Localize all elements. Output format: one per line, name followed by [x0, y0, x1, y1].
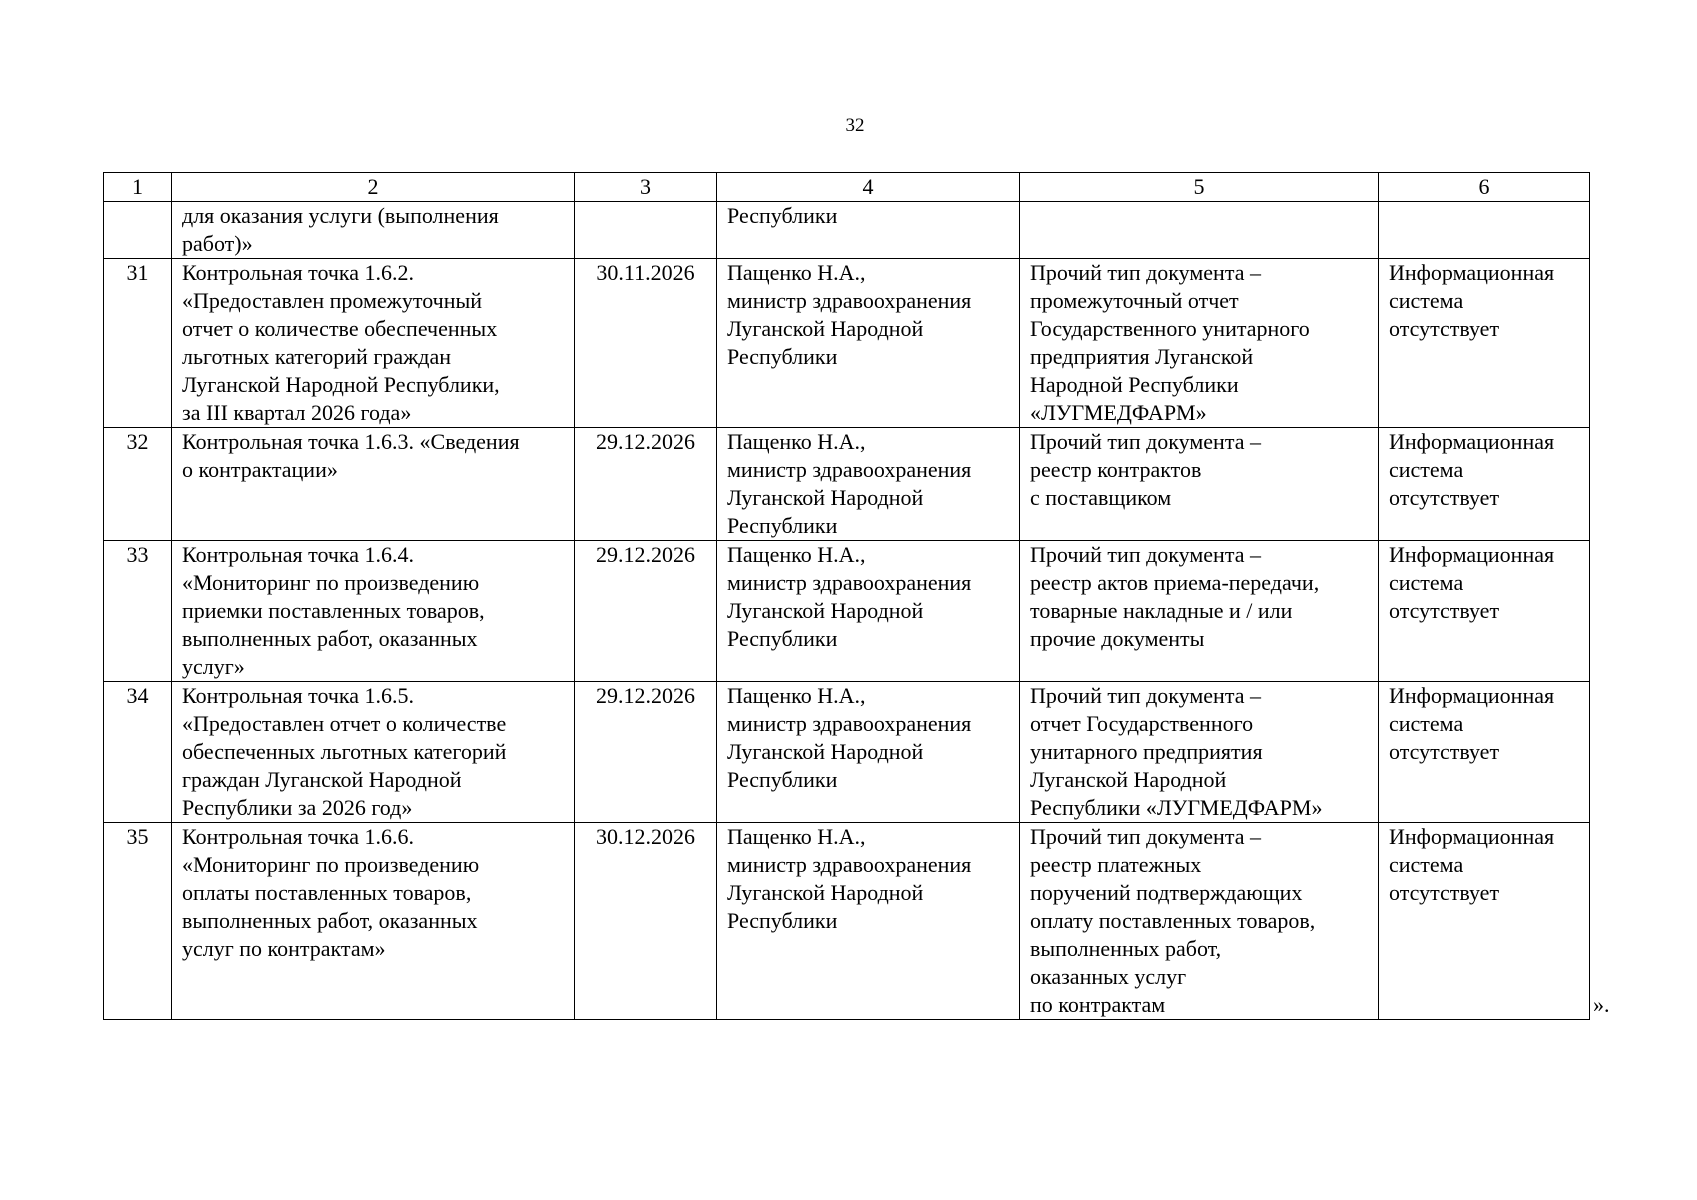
row-responsible: Пащенко Н.А., министр здравоохранения Луганской Народной Республики: [717, 823, 1020, 1020]
table-row: [104, 682, 1590, 823]
row-document: Прочий тип документа – отчет Государственного унитарного предприятия Луганской Народной Республики «ЛУГМЕДФАРМ»: [1020, 682, 1379, 823]
row-date: 29.12.2026: [575, 428, 717, 541]
row-number: 33: [104, 541, 172, 682]
row-document: Прочий тип документа – реестр актов приема-передачи, товарные накладные и / или прочие документы: [1020, 541, 1379, 682]
row-number: [104, 202, 172, 259]
row-name: Контрольная точка 1.6.6. «Мониторинг по произведению оплаты поставленных товаров, выполненных работ, оказанных услуг по контрактам»: [172, 823, 575, 1020]
row-responsible: Пащенко Н.А., министр здравоохранения Луганской Народной Республики: [717, 259, 1020, 428]
row-system: Информационная система отсутствует: [1379, 428, 1590, 541]
table-row: [104, 259, 1590, 428]
column-header: 5: [1020, 173, 1379, 202]
column-header: 6: [1379, 173, 1590, 202]
row-name: для оказания услуги (выполнения работ)»: [172, 202, 575, 259]
row-system: Информационная система отсутствует: [1379, 682, 1590, 823]
row-document: [1020, 202, 1379, 259]
closing-quote-mark: ».: [1593, 992, 1610, 1017]
row-document: Прочий тип документа – промежуточный отчет Государственного унитарного предприятия Луганской Народной Республики «ЛУГМЕДФАРМ»: [1020, 259, 1379, 428]
row-document: Прочий тип документа – реестр контрактов с поставщиком: [1020, 428, 1379, 541]
row-system: Информационная система отсутствует: [1379, 823, 1590, 1020]
row-responsible: Пащенко Н.А., министр здравоохранения Луганской Народной Республики: [717, 541, 1020, 682]
row-system: Информационная система отсутствует: [1379, 259, 1590, 428]
row-system: [1379, 202, 1590, 259]
row-name: Контрольная точка 1.6.3. «Сведения о контрактации»: [172, 428, 575, 541]
row-document: Прочий тип документа – реестр платежных поручений подтверждающих оплату поставленных товаров, выполненных работ, оказанных услуг по контрактам: [1020, 823, 1379, 1020]
column-header: 1: [104, 173, 172, 202]
column-header: 3: [575, 173, 717, 202]
table-row: [104, 428, 1590, 541]
row-name: Контрольная точка 1.6.2. «Предоставлен промежуточный отчет о количестве обеспеченных льготных категорий граждан Луганской Народной Республики, за III квартал 2026 года»: [172, 259, 575, 428]
column-header: 4: [717, 173, 1020, 202]
row-number: 32: [104, 428, 172, 541]
row-number: 31: [104, 259, 172, 428]
row-date: 30.12.2026: [575, 823, 717, 1020]
row-number: 35: [104, 823, 172, 1020]
table-row-continuation: [104, 202, 1590, 259]
column-header: 2: [172, 173, 575, 202]
row-date: 30.11.2026: [575, 259, 717, 428]
row-name: Контрольная точка 1.6.4. «Мониторинг по произведению приемки поставленных товаров, выполненных работ, оказанных услуг»: [172, 541, 575, 682]
row-name: Контрольная точка 1.6.5. «Предоставлен отчет о количестве обеспеченных льготных категорий граждан Луганской Народной Республики за 2026 год»: [172, 682, 575, 823]
row-responsible: Пащенко Н.А., министр здравоохранения Луганской Народной Республики: [717, 682, 1020, 823]
table-row: [104, 823, 1590, 1020]
control-points-table: [103, 172, 1590, 1020]
table-row: [104, 541, 1590, 682]
row-date: [575, 202, 717, 259]
page-number: 32: [845, 115, 865, 136]
row-responsible: Пащенко Н.А., министр здравоохранения Луганской Народной Республики: [717, 428, 1020, 541]
row-number: 34: [104, 682, 172, 823]
row-responsible: Республики: [717, 202, 1020, 259]
row-date: 29.12.2026: [575, 541, 717, 682]
row-system: Информационная система отсутствует: [1379, 541, 1590, 682]
row-date: 29.12.2026: [575, 682, 717, 823]
table-header-row: [104, 173, 1590, 202]
